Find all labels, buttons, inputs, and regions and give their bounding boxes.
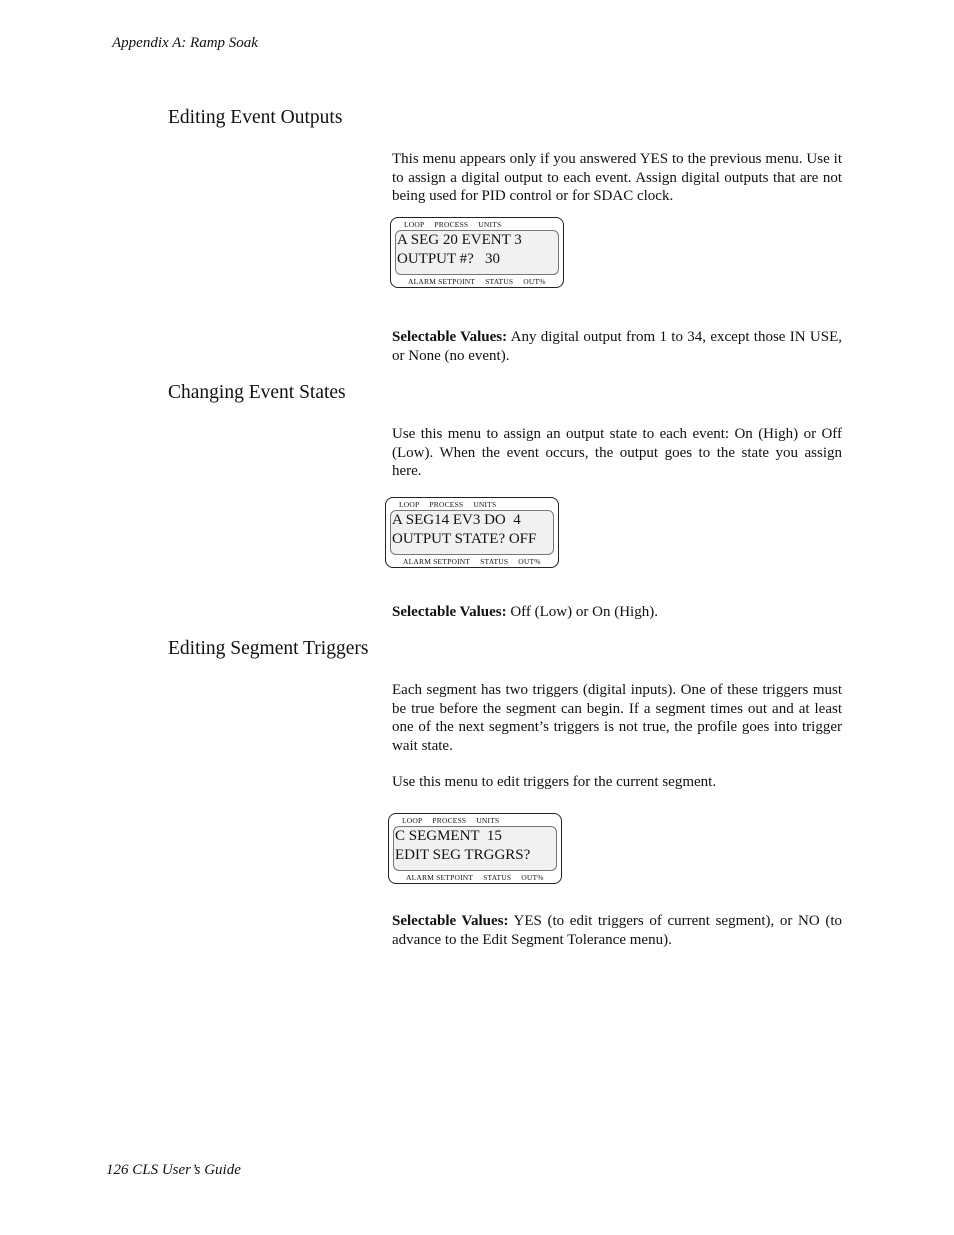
lcd-label-status: STATUS [485, 277, 514, 286]
lcd-label-process: PROCESS [432, 816, 467, 825]
lcd-bottom-labels [408, 277, 556, 286]
lcd-label-process: PROCESS [434, 220, 469, 229]
lcd-line-1: A SEG 20 EVENT 3 [397, 232, 522, 248]
selectable-values-label: Selectable Values: [392, 329, 508, 345]
lcd-label-status: STATUS [480, 557, 509, 566]
selectable-values-text: Off (Low) or On (High). [506, 604, 658, 620]
lcd-display [390, 217, 564, 288]
section-paragraph: This menu appears only if you answered YES to the previous menu. Use it to assign a digital output to each event. Assign digital outputs that are not being used for PID control or for SDAC clock. [392, 151, 842, 205]
section-paragraph-2: Use this menu to edit triggers for the current segment. [392, 774, 717, 790]
lcd-line-2: OUTPUT #? 30 [397, 251, 501, 267]
lcd-line-1: A SEG14 EV3 DO 4 [392, 512, 521, 528]
lcd-label-units: UNITS [478, 220, 502, 229]
lcd-top-labels [402, 816, 509, 825]
lcd-line-2: OUTPUT STATE? OFF [392, 531, 537, 547]
lcd-label-out: OUT% [523, 277, 546, 286]
lcd-label-alarm-setpoint: ALARM SETPOINT [403, 557, 471, 566]
lcd-label-units: UNITS [476, 816, 500, 825]
selectable-values-paragraph [392, 912, 842, 949]
selectable-values-text: YES (to edit triggers of current segment), or NO (to advance to the Edit Segment Tolerance menu). [392, 913, 842, 948]
lcd-label-loop: LOOP [402, 816, 423, 825]
selectable-values-label: Selectable Values: [392, 913, 509, 929]
lcd-label-loop: LOOP [399, 500, 420, 509]
selectable-values-text: Any digital output from 1 to 34, except those IN USE, or None (no event). [392, 329, 842, 364]
lcd-top-labels [399, 500, 506, 509]
lcd-label-alarm-setpoint: ALARM SETPOINT [406, 873, 474, 882]
lcd-label-units: UNITS [473, 500, 497, 509]
section-paragraph: Use this menu to assign an output state to each event: On (High) or Off (Low). When the event occurs, the output goes to the state you assign here. [392, 426, 842, 480]
lcd-label-out: OUT% [521, 873, 544, 882]
section-paragraph: Each segment has two triggers (digital inputs). One of these triggers must be true before the segment can begin. If a segment times out and at least one of the next segment’s triggers is not true, the profile goes into trigger wait state. [392, 682, 842, 755]
lcd-label-process: PROCESS [429, 500, 464, 509]
running-footer: 126 CLS User’s Guide [106, 1162, 241, 1178]
lcd-label-alarm-setpoint: ALARM SETPOINT [408, 277, 476, 286]
selectable-values-paragraph [392, 603, 842, 622]
running-header: Appendix A: Ramp Soak [112, 35, 258, 51]
section-heading-editing-event-outputs: Editing Event Outputs [168, 107, 343, 128]
lcd-label-out: OUT% [518, 557, 541, 566]
lcd-screen [390, 510, 554, 555]
lcd-screen [395, 230, 559, 275]
lcd-line-2: EDIT SEG TRGGRS? [395, 847, 531, 863]
lcd-display [388, 813, 562, 884]
lcd-bottom-labels [406, 873, 554, 882]
selectable-values-label: Selectable Values: [392, 604, 507, 620]
lcd-top-labels [404, 220, 511, 229]
lcd-label-status: STATUS [483, 873, 512, 882]
lcd-bottom-labels [403, 557, 551, 566]
section-heading-changing-event-states: Changing Event States [168, 382, 346, 403]
lcd-line-1: C SEGMENT 15 [395, 828, 502, 844]
section-heading-editing-segment-triggers: Editing Segment Triggers [168, 638, 369, 659]
lcd-display [385, 497, 559, 568]
lcd-screen [393, 826, 557, 871]
lcd-label-loop: LOOP [404, 220, 425, 229]
selectable-values-paragraph [392, 328, 842, 365]
